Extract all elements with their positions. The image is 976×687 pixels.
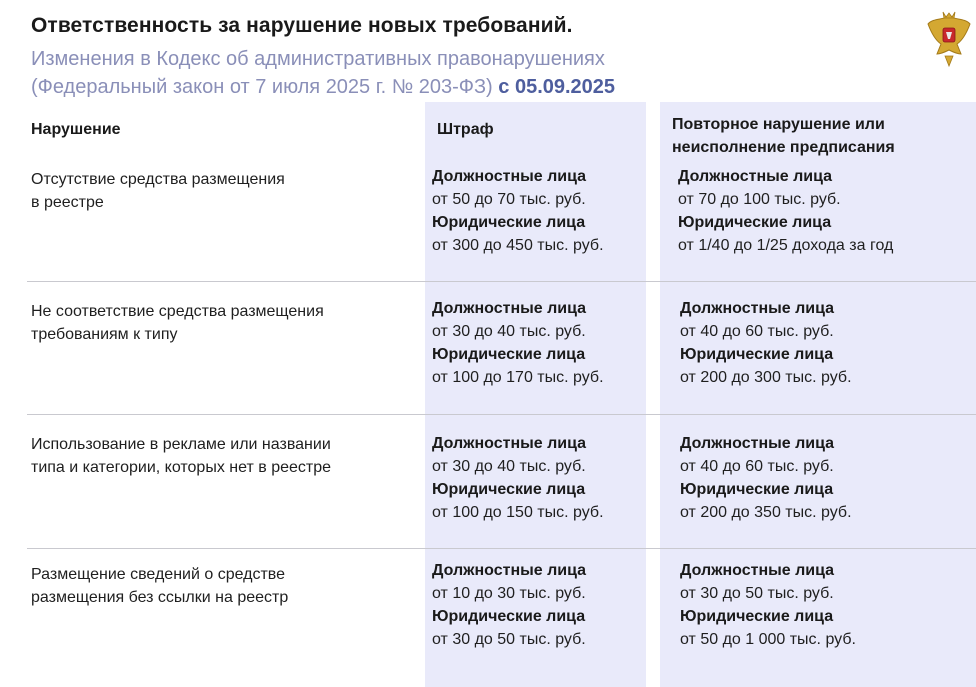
legal-entities-label: Юридические лица [678,214,832,231]
legal-entities-label: Юридические лица [432,346,586,363]
violation-cell [31,300,416,346]
violation-text-line-2: требованиям к типу [31,326,178,343]
officials-label: Должностные лица [680,435,835,452]
effective-date: с 05.09.2025 [498,76,616,98]
row-divider [27,414,976,415]
header-repeat [672,113,895,159]
officials-label: Должностные лица [432,562,587,579]
legal-entities-label: Юридические лица [432,608,586,625]
coat-of-arms-icon [923,10,975,68]
fine-cell [432,559,586,651]
officials-amount: от 40 до 60 тыс. руб. [680,323,834,340]
page-title: Ответственность за нарушение новых требований. [31,14,573,37]
officials-amount: от 30 до 40 тыс. руб. [432,323,586,340]
officials-amount: от 70 до 100 тыс. руб. [678,191,841,208]
legal-entities-label: Юридические лица [432,214,586,231]
subtitle-line-2 [31,73,615,101]
officials-label: Должностные лица [680,562,835,579]
officials-amount: от 10 до 30 тыс. руб. [432,585,586,602]
legal-entities-label: Юридические лица [680,346,834,363]
row-divider [27,281,976,282]
officials-label: Должностные лица [432,300,587,317]
officials-label: Должностные лица [680,300,835,317]
legal-entities-label: Юридические лица [432,481,586,498]
legal-entities-amount: от 30 до 50 тыс. руб. [432,631,586,648]
violation-text-line-2: типа и категории, которых нет в реестре [31,459,332,476]
legal-entities-label: Юридические лица [680,608,834,625]
violation-text-line-2: в реестре [31,194,104,211]
officials-amount: от 30 до 50 тыс. руб. [680,585,834,602]
legal-entities-amount: от 300 до 450 тыс. руб. [432,237,604,254]
violation-cell [31,563,416,609]
legal-entities-amount: от 200 до 350 тыс. руб. [680,504,852,521]
violation-text-line-1: Размещение сведений о средстве [31,566,286,583]
legal-entities-label: Юридические лица [680,481,834,498]
violation-cell [31,433,416,479]
officials-label: Должностные лица [432,435,587,452]
repeat-cell [680,559,856,651]
violation-text-line-2: размещения без ссылки на реестр [31,589,289,606]
officials-label: Должностные лица [678,168,833,185]
repeat-cell [680,297,852,389]
violation-text-line-1: Отсутствие средства размещения [31,171,285,188]
legal-entities-amount: от 100 до 150 тыс. руб. [432,504,604,521]
header-violation: Нарушение [31,121,121,138]
repeat-cell [680,432,852,524]
violation-text-line-1: Использование в рекламе или названии [31,436,331,453]
fine-cell [432,432,604,524]
officials-label: Должностные лица [432,168,587,185]
row-divider [27,548,976,549]
header-repeat-line-2: неисполнение предписания [672,139,895,156]
legal-entities-amount: от 50 до 1 000 тыс. руб. [680,631,856,648]
subtitle-line-1: Изменения в Кодекс об административных правонарушениях [31,48,605,70]
officials-amount: от 30 до 40 тыс. руб. [432,458,586,475]
header-fine: Штраф [437,121,494,138]
page-subtitle [31,45,615,101]
violation-text-line-1: Не соответствие средства размещения [31,303,324,320]
legal-entities-amount: от 100 до 170 тыс. руб. [432,369,604,386]
legal-entities-amount: от 1/40 до 1/25 дохода за год [678,237,894,254]
fine-cell [432,165,604,257]
officials-amount: от 50 до 70 тыс. руб. [432,191,586,208]
subtitle-law: (Федеральный закон от 7 июля 2025 г. № 203-ФЗ) [31,76,493,98]
officials-amount: от 40 до 60 тыс. руб. [680,458,834,475]
fine-cell [432,297,604,389]
repeat-cell [678,165,893,257]
header-repeat-line-1: Повторное нарушение или [672,116,885,133]
violation-cell [31,168,416,214]
legal-entities-amount: от 200 до 300 тыс. руб. [680,369,852,386]
